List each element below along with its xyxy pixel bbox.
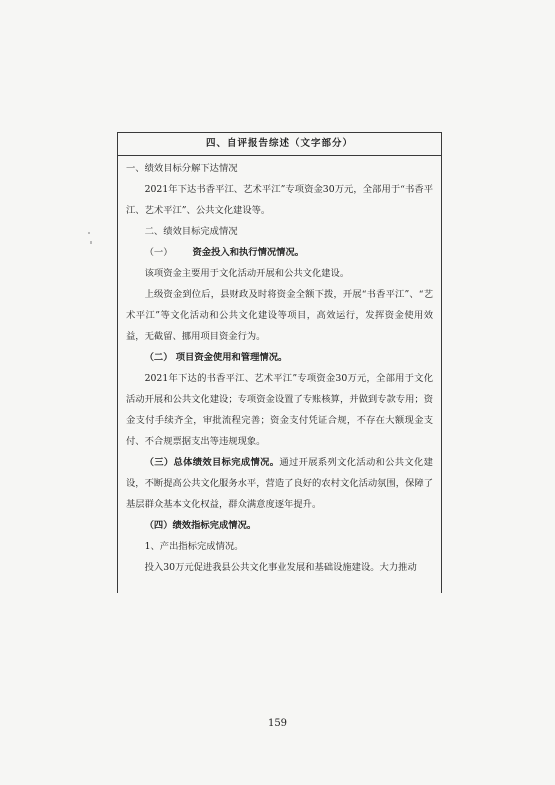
subheading-number: （一）	[144, 247, 173, 258]
scan-mark	[90, 241, 92, 244]
heading-goal-decomposition: 一、绩效目标分解下达情况	[126, 163, 238, 174]
subheading-fund-input	[126, 242, 433, 263]
section-title: 四、自评报告综述（文字部分）	[118, 133, 441, 156]
page-number: 159	[267, 718, 288, 729]
paragraph-output-indicators: 1、产出指标完成情况。	[144, 541, 244, 552]
scan-mark	[88, 232, 90, 234]
paragraph-overall-goal	[126, 452, 433, 515]
paragraph-fund-allocation: 上级资金到位后，县财政及时将资金全额下拨，开展“书香平江”、“艺术平江”等文化活动和公共文化建设等项目，高效运行，发挥资金使用效益，无截留、挪用项目资金行为。	[126, 289, 433, 342]
subheading-fund-management: （二） 项目资金使用和管理情况。	[144, 352, 288, 363]
subheading-performance-indicators: （四）绩效指标完成情况。	[144, 520, 257, 531]
report-body	[118, 156, 441, 578]
subheading-text: 资金投入和执行情况情况。	[192, 247, 305, 258]
paragraph-fund-management: 2021年下达的书香平江、艺术平江”专项资金30万元，全部用于文化活动开展和公共文化建设；专项资金设置了专账核算，并做到专款专用；资金支付手续齐全，审批流程完善；资金支付凭证合规，不存在大额现金支付、不合规票据支出等违规现象。	[126, 373, 433, 447]
paragraph-fund-purpose: 该项资金主要用于文化活动开展和公共文化建设。	[144, 268, 350, 279]
report-table-frame	[117, 132, 442, 593]
subheading-overall-goal: （三）总体绩效目标完成情况。	[144, 457, 280, 468]
overall-goal-text: 通过开展系列文化活动和公共文化建设，不断提高公共文化服务水平，营造了良好的农村文化活动氛围，保障了基层群众基本文化权益，群众满意度逐年提升。	[126, 457, 433, 510]
paragraph-goal-decomposition: 2021年下达书香平江、艺术平江”专项资金30万元，全部用于“书香平江、艺术平江”、公共文化建设等。	[126, 184, 433, 216]
heading-goal-completion: 二、绩效目标完成情况	[144, 226, 238, 237]
paragraph-investment: 投入30万元促进我县公共文化事业发展和基础设施建设。大力推动	[144, 562, 417, 573]
